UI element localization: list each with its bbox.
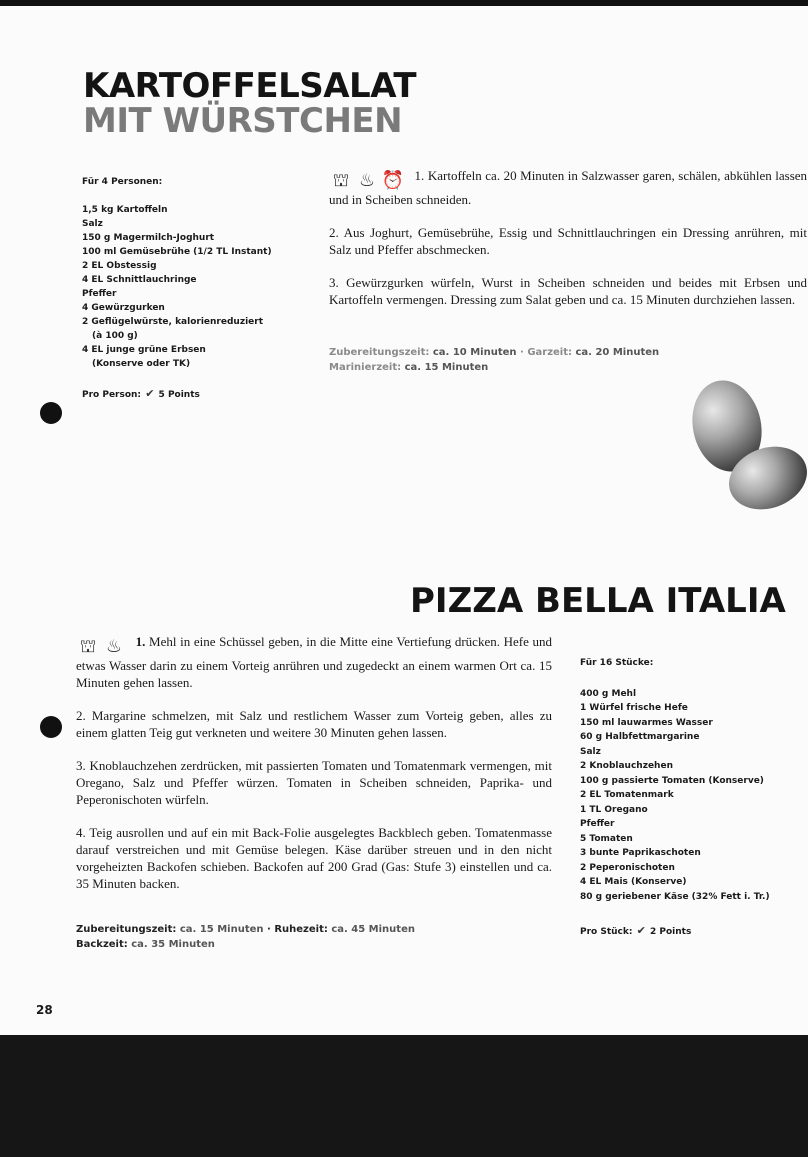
recipe2-step2: 2. Margarine schmelzen, mit Salz und restlichem Wasser zum Vorteig geben, alles zu einem glatten Teig gut verkneten und weitere 30 Minuten gehen lassen. <box>76 708 552 740</box>
points-logo-icon: ✔ <box>145 387 155 400</box>
ingredient: 60 g Halbfettmargarine <box>580 732 700 742</box>
step-number: 1. <box>135 634 146 649</box>
chef-hat-icon: ♨ <box>105 636 123 656</box>
ingredient: (à 100 g) <box>92 331 138 341</box>
ingredient: 4 EL junge grüne Erbsen <box>82 345 206 355</box>
ingredient: (Konserve oder TK) <box>92 359 191 369</box>
separator: · <box>267 924 271 935</box>
ingredient: 4 EL Mais (Konserve) <box>580 877 687 887</box>
recipe1-points <box>82 387 302 402</box>
recipe2-step3: 3. Knoblauchzehen zerdrücken, mit passierten Tomaten und Tomatenmark vermengen, mit Oregano, Salz und Pfeffer würzen. Tomaten in Scheiben schneiden, Paprika- und Peperonischoten würfeln. <box>76 758 552 807</box>
bake-value: ca. 35 Minuten <box>131 939 215 950</box>
cook-value: ca. 20 Minuten <box>575 347 660 358</box>
ingredient: Salz <box>580 746 601 757</box>
shell-icon: ⛫ <box>79 636 97 656</box>
ingredient: 2 Geflügelwürste, kalorienreduziert <box>82 317 263 327</box>
recipe2-ingredients <box>580 656 805 940</box>
ingredient: 2 EL Tomatenmark <box>580 790 674 800</box>
page-number: 28 <box>36 1003 53 1017</box>
ingredient: 2 Knoblauchzehen <box>580 761 673 771</box>
cook-label: Garzeit: <box>527 347 573 358</box>
punch-hole-bullet <box>40 402 62 424</box>
ingredient: 4 EL Schnittlauchringe <box>82 275 197 285</box>
ingredient: 4 Gewürzgurken <box>82 303 165 313</box>
bake-label: Backzeit: <box>76 939 128 950</box>
points-logo-icon: ✔ <box>636 924 646 937</box>
recipe1-steps <box>329 167 807 324</box>
ingredient: 1 Würfel frische Hefe <box>580 703 688 713</box>
recipe2-step1 <box>76 633 552 691</box>
ingredient: 1 TL Oregano <box>580 804 648 815</box>
recipe2-icons <box>76 635 128 657</box>
step-text: Kartoffeln ca. 20 Minuten in Salzwasser garen, schälen, abkühlen lassen und in Scheiben schneiden. <box>329 168 808 207</box>
recipe1-step3: 3. Gewürzgurken würfeln, Wurst in Scheiben schneiden und beides mit Erbsen und Kartoffeln vermengen. Dressing zum Salat geben und ca. 15 Minuten durchziehen lassen. <box>329 275 807 307</box>
per-piece-label: Pro Stück: <box>580 927 633 937</box>
prep-value: ca. 15 Minuten <box>179 924 264 935</box>
recipe2-steps <box>76 633 552 908</box>
marinate-value: ca. 15 Minuten <box>404 362 489 373</box>
step-number: 1. <box>414 168 425 183</box>
ingredient: 150 g Magermilch-Joghurt <box>82 233 215 243</box>
ingredient: 150 ml lauwarmes Wasser <box>580 717 713 728</box>
ingredient: 2 Peperonischoten <box>580 862 675 873</box>
recipe1-times <box>329 345 659 375</box>
ingredient: 1,5 kg Kartoffeln <box>82 205 168 215</box>
alarm-clock-icon: ⏰ <box>381 170 405 190</box>
rest-value: ca. 45 Minuten <box>331 924 415 935</box>
prep-label: Zubereitungszeit: <box>76 924 177 935</box>
prep-value: ca. 10 Minuten <box>432 347 517 358</box>
ingredient: 3 bunte Paprikaschoten <box>580 848 701 858</box>
recipe1-title-line1: KARTOFFELSALAT <box>83 66 417 106</box>
punch-hole-bullet <box>40 716 62 738</box>
ingredient: 80 g geriebener Käse (32% Fett i. Tr.) <box>580 891 770 902</box>
ingredient: 100 g passierte Tomaten (Konserve) <box>580 775 764 786</box>
points-value: 5 Points <box>158 390 200 400</box>
recipe1-step1 <box>329 167 807 208</box>
recipe2-points <box>580 924 805 940</box>
recipe2-step4: 4. Teig ausrollen und auf ein mit Back-Folie ausgelegtes Backblech geben. Tomatenmasse darauf verstreichen und mit Gemüse belegen. Käse darüber streuen und in den nicht vorgeheizten Backofen schieben. Backofen auf 200 Grad (Gas: Stufe 3) einstellen und ca. 35 Minuten backen. <box>76 825 552 891</box>
ingredient: 100 ml Gemüsebrühe (1/2 TL Instant) <box>82 247 272 257</box>
recipe1-servings: Für 4 Personen: <box>82 177 163 187</box>
step-text: Mehl in eine Schüssel geben, in die Mitte eine Vertiefung drücken. Hefe und etwas Wasser darin zu einem Vorteig anrühren und zugedeckt an einem warmen Ort ca. 15 Minuten gehen lassen. <box>76 634 552 690</box>
ingredient: 400 g Mehl <box>580 688 637 699</box>
recipe2-title: PIZZA BELLA ITALIA <box>410 581 786 621</box>
recipe1-step2: 2. Aus Joghurt, Gemüsebrühe, Essig und Schnittlauchringen ein Dressing anrühren, mit Salz und Pfeffer abschmecken. <box>329 225 807 257</box>
points-value: 2 Points <box>649 927 692 937</box>
separator: · <box>520 347 524 358</box>
ingredient: Salz <box>82 219 103 229</box>
top-border <box>0 0 808 6</box>
ingredient: 2 EL Obstessig <box>82 261 157 271</box>
shell-icon: ⛫ <box>332 170 350 190</box>
recipe2-servings: Für 16 Stücke: <box>580 658 654 668</box>
recipe1-icons <box>329 169 407 191</box>
ingredient: Pfeffer <box>580 819 615 829</box>
per-person-label: Pro Person: <box>82 390 142 400</box>
ingredient: 5 Tomaten <box>580 833 633 844</box>
ingredient: Pfeffer <box>82 289 117 299</box>
prep-label: Zubereitungszeit: <box>329 347 430 358</box>
rest-label: Ruhezeit: <box>274 924 328 935</box>
recipe2-times <box>76 922 415 952</box>
chef-hat-icon: ♨ <box>358 170 376 190</box>
marinate-label: Marinierzeit: <box>329 362 402 373</box>
recipe1-ingredients <box>82 175 302 402</box>
recipe1-title-line2: MIT WÜRSTCHEN <box>83 101 403 141</box>
bottom-black-band <box>0 1035 808 1157</box>
